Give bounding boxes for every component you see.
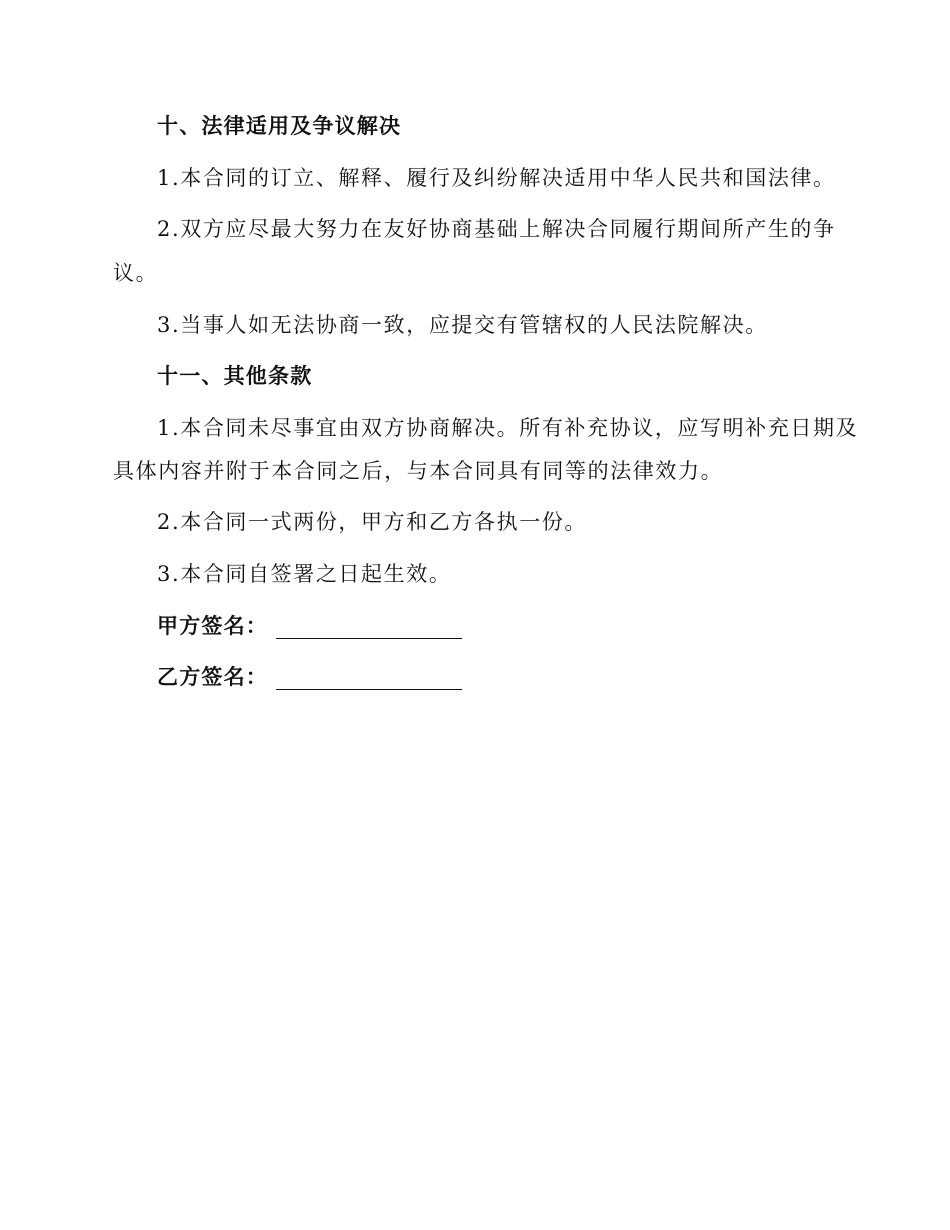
section-10-item-1: 1.本合同的订立、解释、履行及纠纷解决适用中华人民共和国法律。 <box>157 166 836 190</box>
section-11-item-2: 2.本合同一式两份，甲方和乙方各执一份。 <box>157 510 588 534</box>
section-11-heading: 十一、其他条款 <box>157 363 313 388</box>
section-11-item-1-line-2: 具体内容并附于本合同之后，与本合同具有同等的法律效力。 <box>113 459 724 483</box>
section-10-heading: 十、法律适用及争议解决 <box>157 113 402 138</box>
party-b-signature-row <box>157 662 462 692</box>
section-11-item-1-line-1: 1.本合同未尽事宜由双方协商解决。所有补充协议，应写明补充日期及 <box>157 416 859 440</box>
party-a-signature-row <box>157 611 462 641</box>
party-b-signature-line <box>276 665 462 690</box>
section-10-item-2-line-2: 议。 <box>113 261 159 285</box>
party-b-signature-label: 乙方签名： <box>157 664 268 689</box>
party-a-signature-line <box>276 614 462 639</box>
section-10-item-2-line-1: 2.双方应尽最大努力在友好协商基础上解决合同履行期间所产生的争 <box>157 217 836 241</box>
section-10-item-3: 3.当事人如无法协商一致，应提交有管辖权的人民法院解决。 <box>157 313 768 337</box>
party-a-signature-label: 甲方签名： <box>157 613 268 638</box>
section-11-item-3: 3.本合同自签署之日起生效。 <box>157 562 452 586</box>
